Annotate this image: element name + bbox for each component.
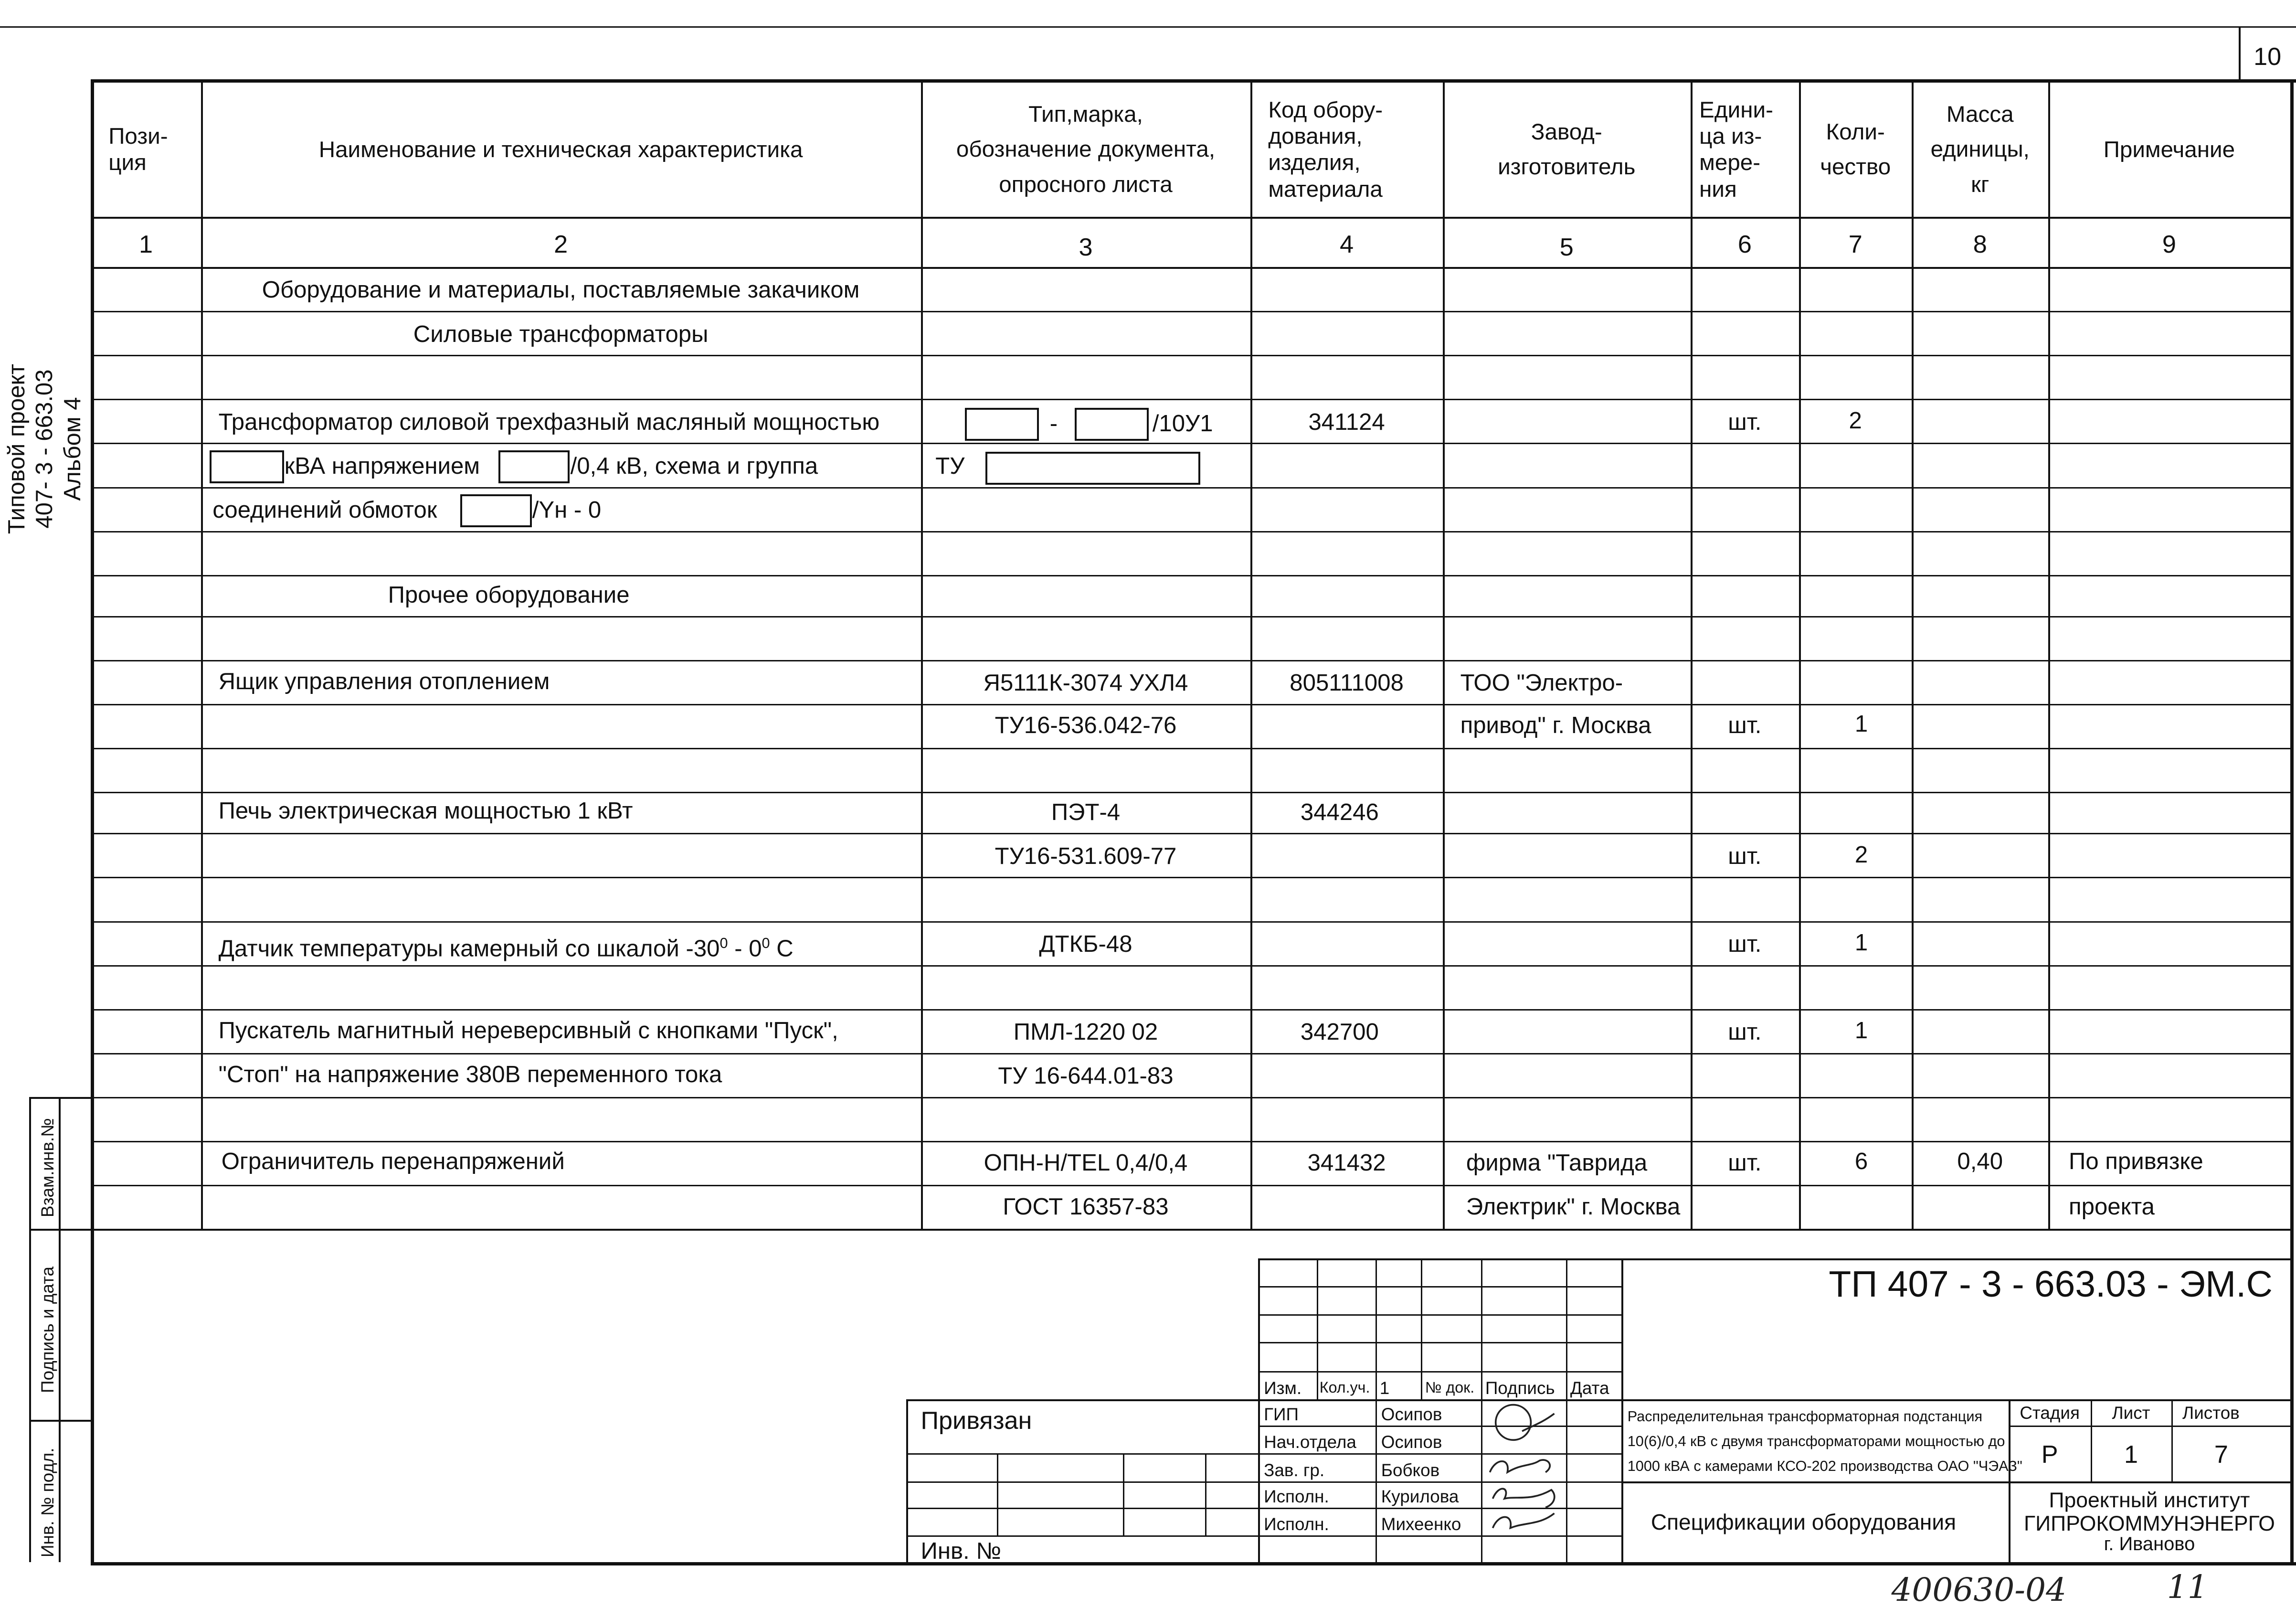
doc-code: ТП 407 - 3 - 663.03 - ЭМ.С (1829, 1264, 2273, 1305)
sensor-unit: шт. (1728, 931, 1762, 958)
role-zav: Зав. гр. (1264, 1460, 1325, 1480)
privyazan-label: Привязан (921, 1407, 1032, 1435)
izm-label: Изм. (1264, 1378, 1302, 1398)
name-kurilova: Курилова (1381, 1486, 1459, 1506)
oven-type-1: ПЭТ-4 (1051, 799, 1121, 825)
starter-type-1: ПМЛ-1220 02 (1013, 1019, 1158, 1045)
blank-windings-field[interactable] (460, 494, 531, 527)
role-nach: Нач.отдела (1264, 1432, 1356, 1452)
arrester-type-1: ОПН-Н/TEL 0,4/0,4 (984, 1150, 1188, 1176)
title-line-1: Распределительная трансформаторная подстанция (1627, 1408, 1983, 1425)
transformer-windings-label: соединений обмоток (212, 497, 437, 523)
arrester-note-1: По привязке (2069, 1148, 2203, 1174)
transformer-kva-label: кВА напряжением (284, 453, 480, 479)
tu-label: ТУ (935, 453, 965, 479)
left-strip-border (29, 1097, 31, 1562)
starter-name-1: Пускатель магнитный нереверсивный с кнопками "Пуск", (218, 1018, 838, 1044)
box-name: Ящик управления отоплением (218, 669, 550, 695)
title-line-2: 10(6)/0,4 кВ с двумя трансформаторами мощностью до (1627, 1433, 2005, 1450)
transformer-unit: шт. (1728, 409, 1762, 435)
name-bobkov: Бобков (1381, 1460, 1440, 1480)
oven-code: 344246 (1300, 799, 1379, 825)
title-line-3: 1000 кВА с камерами КСО-202 производства ОАО "ЧЭАЗ" (1627, 1458, 2022, 1475)
transformer-qty: 2 (1849, 407, 1862, 434)
oven-name: Печь электрическая мощностью 1 кВт (218, 798, 633, 824)
vzam-label: Взам.инв.№ (37, 1118, 57, 1217)
listov-value: 7 (2214, 1440, 2228, 1469)
handwritten-code: 400630-04 (1891, 1570, 2067, 1608)
signature-kurilova (1492, 1489, 1554, 1508)
colnum-9: 9 (2162, 231, 2176, 259)
side-stamp: Типовой проект 407- 3 - 663.03 Альбом 4 (4, 363, 85, 534)
transformer-yn-label: /Yн - 0 (532, 497, 602, 523)
box-qty: 1 (1854, 711, 1868, 737)
type-dash: - (1049, 410, 1058, 436)
arrester-note-2: проекта (2069, 1193, 2155, 1220)
blank-kva-field[interactable] (210, 450, 284, 483)
role-gip: ГИП (1264, 1404, 1299, 1424)
sensor-name: Датчик температуры камерный со шкалой $-30^0 - 0^0$ С (218, 934, 794, 962)
arrester-code: 341432 (1307, 1150, 1386, 1176)
list-value: 1 (2124, 1440, 2138, 1469)
listov-header: Листов (2182, 1403, 2240, 1423)
oven-unit: шт. (1728, 843, 1762, 869)
header-unit: Едини- ца из- мере- ния (1699, 97, 1773, 202)
arrester-qty: 6 (1854, 1148, 1868, 1174)
handwritten-number: 11 (2167, 1567, 2208, 1606)
inv-no-label: Инв. № (921, 1538, 1002, 1565)
transformer-name: Трансформатор силовой трехфазный масляный мощностью (218, 409, 880, 435)
colnum-1: 1 (139, 231, 153, 259)
subsection-transformers: Силовые трансформаторы (413, 321, 709, 347)
data-col-label: Дата (1570, 1378, 1609, 1398)
list-label: 1 (1379, 1378, 1390, 1398)
stadia-header: Стадия (2020, 1403, 2080, 1423)
oven-type-2: ТУ16-531.609-77 (995, 843, 1177, 869)
stadia-value: Р (2041, 1440, 2058, 1469)
header-type: Тип,марка, обозначение документа, опросного листа (956, 101, 1216, 198)
inv-podl-label: Инв. № подл. (37, 1448, 57, 1558)
header-note: Примечание (2103, 137, 2235, 162)
sensor-type: ДТКБ-48 (1039, 931, 1132, 958)
arrester-manufacturer-2: Электрик" г. Москва (1466, 1193, 1681, 1220)
box-unit: шт. (1728, 713, 1762, 739)
blank-tu-field[interactable] (985, 452, 1200, 485)
colnum-2: 2 (554, 231, 568, 259)
header-qty: Коли- чество (1820, 119, 1891, 180)
box-manufacturer-2: привод" г. Москва (1460, 713, 1651, 739)
role-ispoln-1: Исполн. (1264, 1486, 1329, 1506)
colnum-5: 5 (1559, 234, 1574, 262)
signature-marks (1481, 1393, 1569, 1540)
starter-unit: шт. (1728, 1019, 1762, 1045)
name-osipov-2: Осипов (1381, 1432, 1442, 1452)
header-name: Наименование и техническая характеристика (318, 137, 803, 162)
org-line-2: ГИПРОКОММУНЭНЕРГО (2024, 1512, 2275, 1536)
blank-type-field-1[interactable] (965, 408, 1039, 441)
starter-qty: 1 (1854, 1018, 1868, 1044)
name-osipov-1: Осипов (1381, 1404, 1442, 1424)
starter-type-2: ТУ 16-644.01-83 (998, 1063, 1174, 1089)
sheet-number: 10 (2254, 43, 2282, 71)
starter-code: 342700 (1300, 1019, 1379, 1045)
arrester-name: Ограничитель перенапряжений (221, 1148, 565, 1174)
colnum-6: 6 (1737, 231, 1752, 259)
ndok-label: № док. (1425, 1378, 1475, 1396)
podpis-col-label: Подпись (1485, 1378, 1555, 1398)
transformer-code: 341124 (1308, 409, 1385, 435)
list-header: Лист (2112, 1403, 2150, 1423)
section-title: Оборудование и материалы, поставляемые закачиком (262, 277, 860, 303)
arrester-mass: 0,40 (1957, 1148, 2003, 1174)
signature-bobkov (1490, 1460, 1550, 1472)
name-miheenko: Михеенко (1381, 1514, 1461, 1534)
signature-osipov (1495, 1405, 1531, 1440)
box-code: 805111008 (1290, 670, 1404, 696)
box-manufacturer-1: ТОО "Электро- (1460, 670, 1623, 696)
starter-name-2: "Стоп" на напряжение 380В переменного тока (218, 1062, 722, 1088)
colnum-7: 7 (1848, 231, 1862, 259)
signature-osipov-tail (1522, 1414, 1555, 1431)
box-type-1: Я5111К-3074 УХЛ4 (983, 670, 1188, 696)
org-line-3: г. Иваново (2104, 1533, 2195, 1555)
header-code: Код обору- дования, изделия, материала (1268, 97, 1383, 202)
spec-title: Спецификации оборудования (1651, 1509, 1956, 1534)
subsection-other: Прочее оборудование (388, 582, 630, 608)
oven-qty: 2 (1854, 841, 1868, 868)
colnum-3: 3 (1079, 234, 1093, 262)
arrester-manufacturer-1: фирма "Таврида (1466, 1150, 1648, 1176)
signature-miheenko (1492, 1513, 1554, 1528)
colnum-8: 8 (1973, 231, 1987, 259)
arrester-unit: шт. (1728, 1150, 1762, 1176)
box-type-2: ТУ16-536.042-76 (995, 713, 1177, 739)
header-position: Пози- ция (108, 123, 168, 176)
type-suffix: /10У1 (1152, 410, 1213, 436)
header-mass: Масса единицы, кг (1930, 101, 2030, 198)
header-manufacturer: Завод- изготовитель (1498, 119, 1636, 180)
kol-label: Кол.уч. (1319, 1378, 1370, 1396)
transformer-kv-label: /0,4 кВ, схема и группа (570, 453, 818, 479)
sensor-qty: 1 (1854, 929, 1868, 956)
colnum-4: 4 (1340, 231, 1354, 259)
podpis-label: Подпись и дата (37, 1267, 57, 1394)
blank-voltage-field[interactable] (498, 450, 570, 483)
role-ispoln-2: Исполн. (1264, 1514, 1329, 1534)
blank-type-field-2[interactable] (1075, 408, 1149, 441)
org-line-1: Проектный институт (2049, 1488, 2250, 1512)
arrester-type-2: ГОСТ 16357-83 (1003, 1193, 1169, 1220)
